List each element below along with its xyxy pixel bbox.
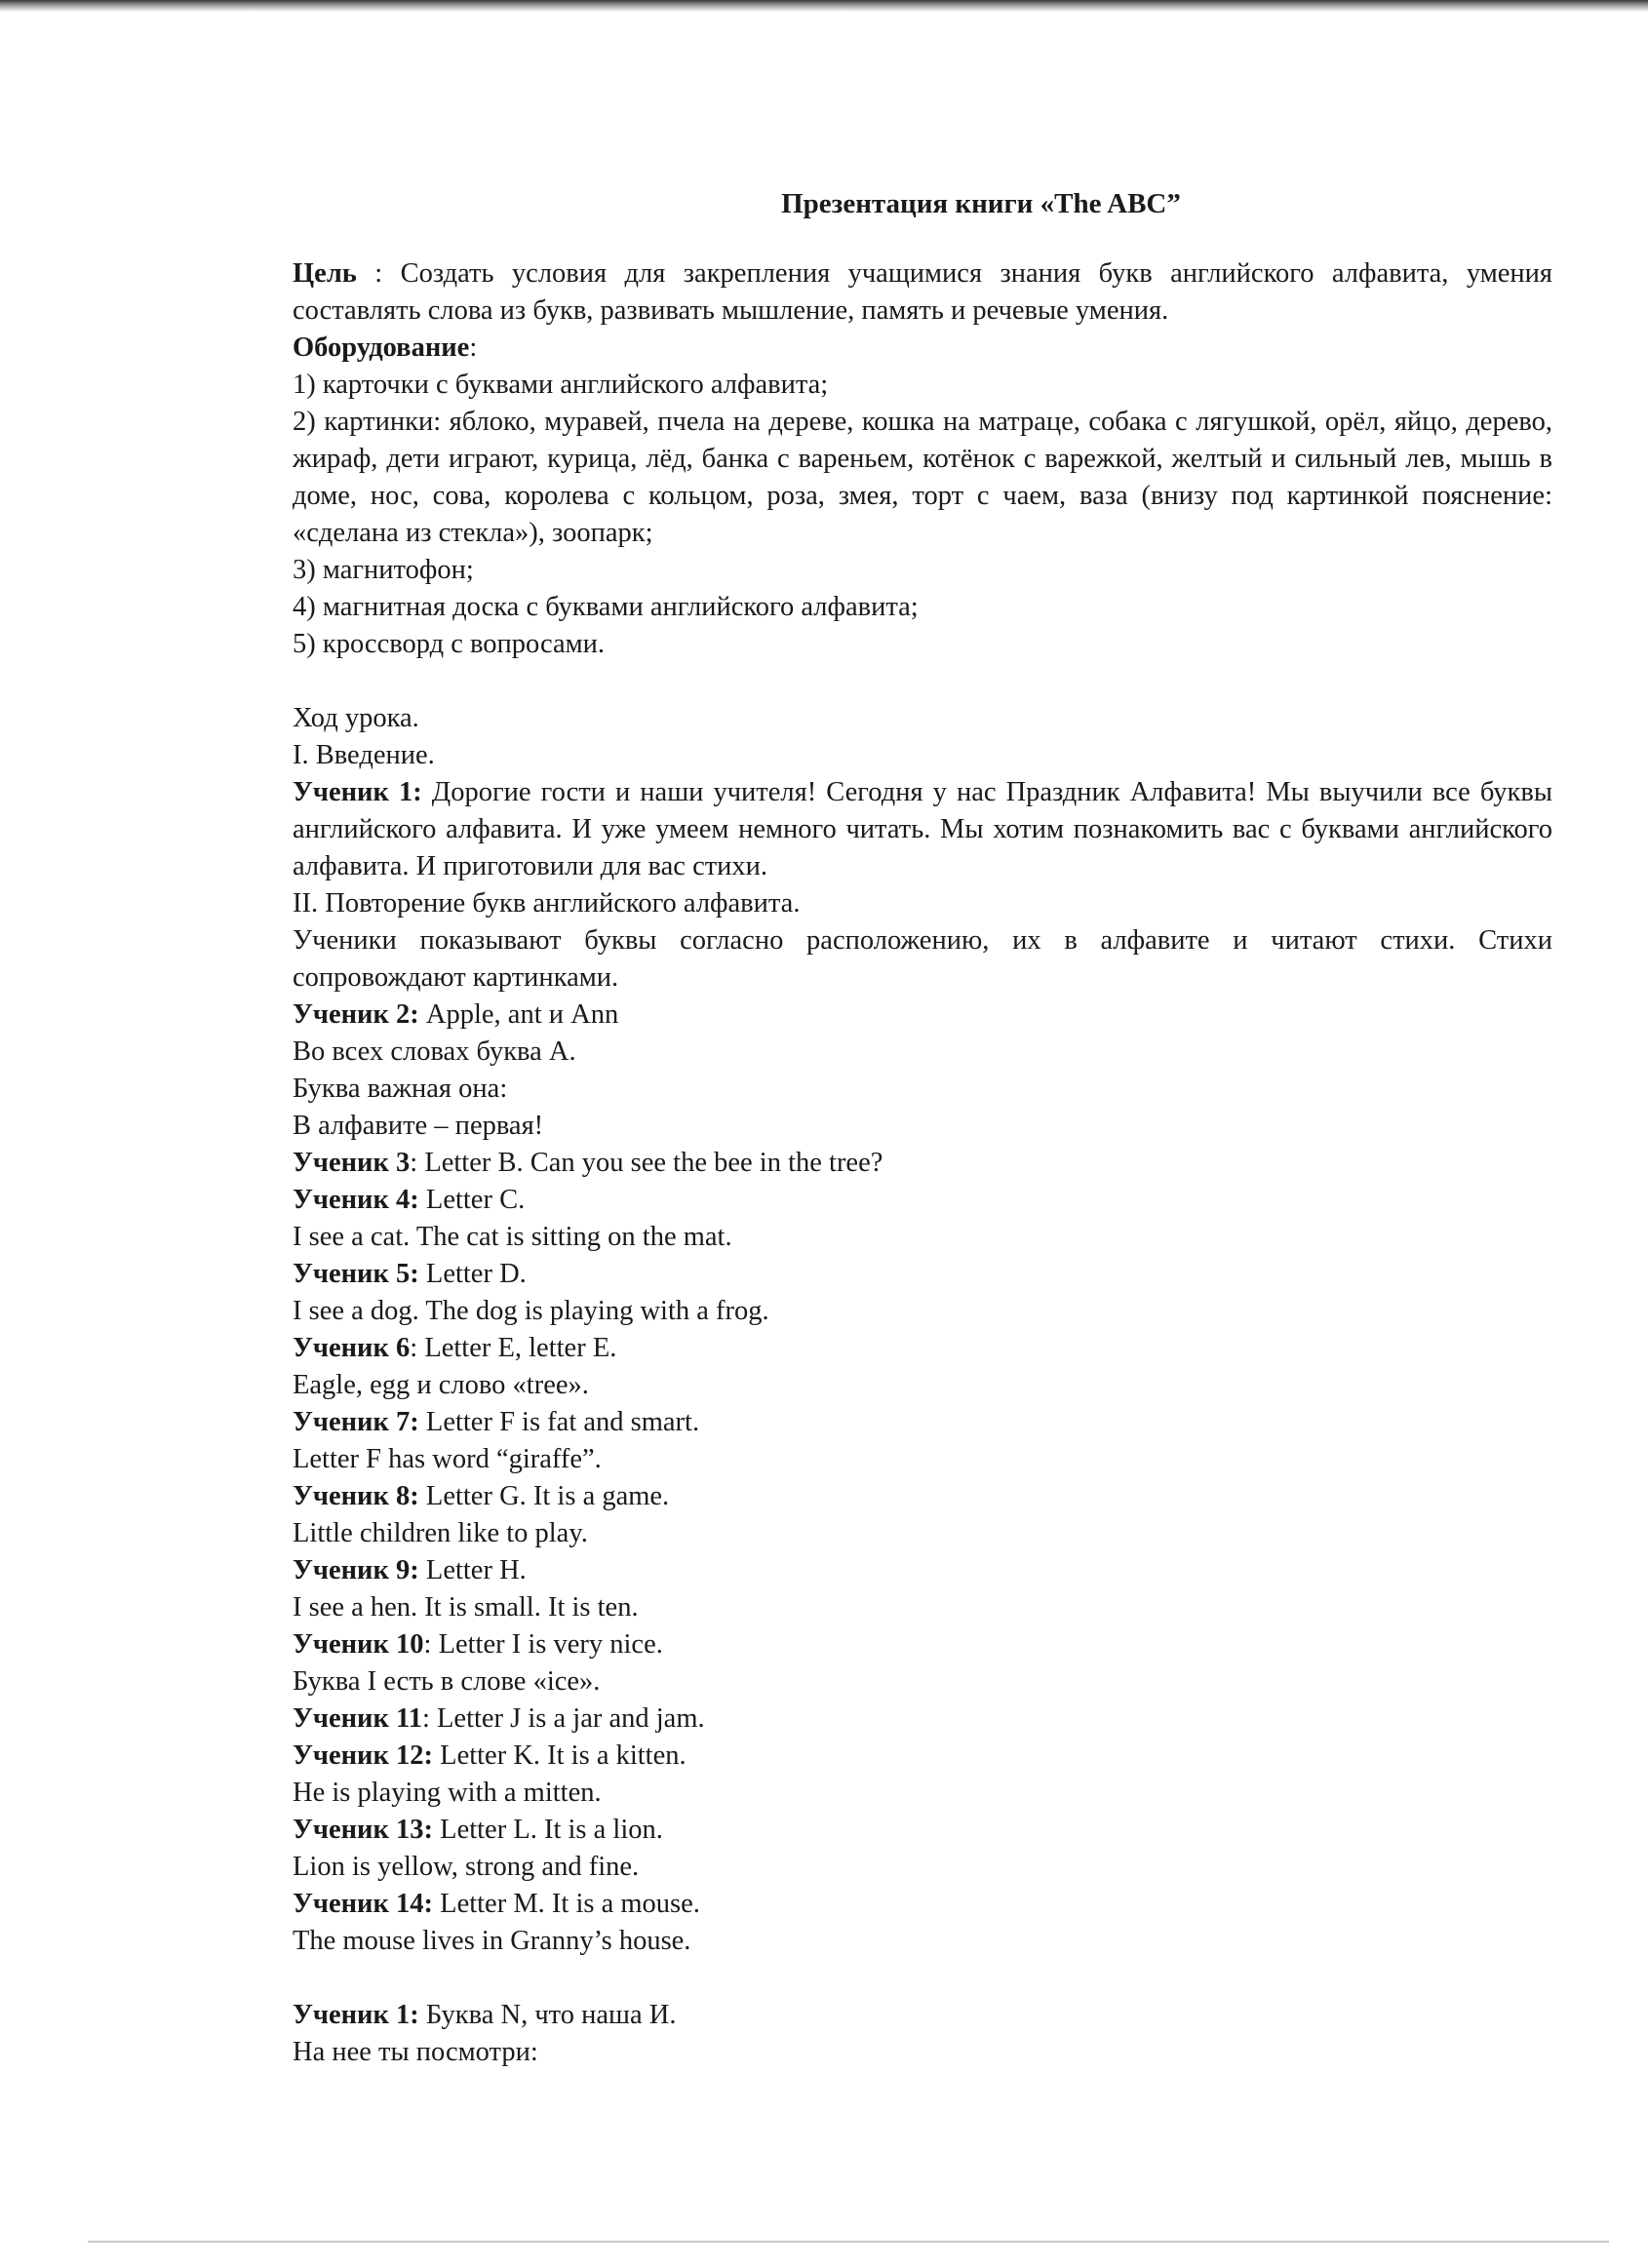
line-text: Буква N, что наша И.	[418, 2000, 677, 2030]
verse-line	[293, 1330, 1552, 1367]
speaker-label: Ученик 9:	[293, 1555, 419, 1585]
document-title: Презентация книги «The ABC”	[781, 188, 1181, 219]
verse-line	[293, 1441, 1552, 1478]
line-text: Буква важная она:	[293, 1074, 508, 1104]
speaker-label: Ученик 14:	[293, 1889, 434, 1919]
line-text: Letter F is fat and smart.	[418, 1407, 700, 1437]
lesson-heading: Ход урока.	[293, 703, 419, 733]
verse-line	[293, 1812, 1552, 1849]
verse-line	[293, 1997, 1552, 2034]
line-text: Letter F has word “giraffe”.	[293, 1444, 602, 1474]
speaker-label: Ученик 13:	[293, 1815, 434, 1845]
speaker-label: Ученик 12:	[293, 1740, 434, 1771]
verse-line	[293, 1478, 1552, 1515]
verse-line	[293, 1886, 1552, 1923]
equipment-item: 2) картинки: яблоко, муравей, пчела на дереве, кошка на матраце, собака с лягушкой, орёл, яйцо, дерево, жираф, дети играют, курица, лёд, банка с вареньем, котёнок с варежкой, желтый и сильный лев, мышь в доме, нос, сова, королева с кольцом, роза, змея, торт с чаем, ваза (внизу под картинкой пояснение: «сделана из стекла»), зоопарк;	[293, 407, 1552, 548]
verse-line	[293, 1404, 1552, 1441]
equipment-item: 4) магнитная доска с буквами английского алфавита;	[293, 592, 919, 622]
line-text: Letter L. It is a lion.	[433, 1815, 663, 1845]
line-text: Letter C.	[418, 1185, 526, 1215]
speaker-label: Ученик 10	[293, 1629, 424, 1660]
line-text: I see a dog. The dog is playing with a frog.	[293, 1296, 769, 1326]
speaker-label: Ученик 5:	[293, 1259, 419, 1289]
line-text: Letter G. It is a game.	[418, 1481, 670, 1511]
section-heading: II. Повторение букв английского алфавита.	[293, 888, 801, 919]
speaker-label: Ученик 2:	[293, 999, 419, 1030]
line-text: Буква I есть в слове «ice».	[293, 1666, 601, 1697]
line-text: Letter D.	[418, 1259, 527, 1289]
verse-line	[293, 1293, 1552, 1330]
final-lines	[293, 1997, 1552, 2071]
equipment-colon: :	[469, 332, 478, 363]
verse-line	[293, 1034, 1552, 1071]
speaker-label: Ученик 1:	[293, 777, 422, 807]
verse-line	[293, 997, 1552, 1034]
line-text: Apple, ant и Ann	[418, 999, 619, 1030]
line-text: Little children like to play.	[293, 1518, 588, 1548]
line-text: Eagle, egg и слово «tree».	[293, 1370, 589, 1400]
verse-line	[293, 1367, 1552, 1404]
verse-line	[293, 1626, 1552, 1663]
verse-line	[293, 1589, 1552, 1626]
verse-line	[293, 1738, 1552, 1775]
scan-edge-bottom	[88, 2241, 1609, 2243]
line-text: I see a hen. It is small. It is ten.	[293, 1592, 639, 1623]
line-text: : Letter J is a jar and jam.	[421, 1703, 705, 1734]
intro-paragraph	[293, 774, 1552, 885]
verse-line	[293, 1663, 1552, 1701]
line-text: He is playing with a mitten.	[293, 1778, 602, 1808]
verse-line	[293, 1515, 1552, 1552]
verse-line	[293, 1552, 1552, 1589]
speaker-label: Ученик 4:	[293, 1185, 419, 1215]
goal-text: : Создать условия для закрепления учащимися знания букв английского алфавита, умения составлять слова из букв, развивать мышление, память и речевые умения.	[293, 258, 1552, 326]
speaker-text: Дорогие гости и наши учителя! Сегодня у нас Праздник Алфавита! Мы выучили все буквы английского алфавита. И уже умеем немного читать. Мы хотим познакомить вас с буквами английского алфавита. И приготовили для вас стихи.	[293, 777, 1552, 881]
speaker-label: Ученик 7:	[293, 1407, 419, 1437]
verse-line	[293, 1145, 1552, 1182]
verse-lines	[293, 997, 1552, 1960]
speaker-label: Ученик 6	[293, 1333, 411, 1363]
verse-line	[293, 1923, 1552, 1960]
speaker-label: Ученик 3	[293, 1148, 411, 1178]
verse-line	[293, 1071, 1552, 1108]
equipment-item: 3) магнитофон;	[293, 555, 474, 585]
instruction-paragraph: Ученики показывают буквы согласно расположению, их в алфавите и читают стихи. Стихи сопровождают картинками.	[293, 925, 1552, 993]
goal-paragraph	[293, 255, 1552, 330]
verse-line	[293, 1701, 1552, 1738]
verse-line	[293, 1182, 1552, 1219]
line-text: На нее ты посмотри:	[293, 2037, 538, 2067]
line-text: I see a cat. The cat is sitting on the mat.	[293, 1222, 732, 1252]
spacer	[293, 663, 1552, 700]
line-text: : Letter B. Can you see the bee in the tree?	[410, 1148, 883, 1178]
verse-line	[293, 2034, 1552, 2071]
line-text: : Letter I is very nice.	[423, 1629, 663, 1660]
equipment-item: 5) кроссворд с вопросами.	[293, 629, 606, 659]
line-text: В алфавите – первая!	[293, 1111, 544, 1141]
document-page	[293, 185, 1552, 2071]
equipment-label: Оборудование	[293, 332, 470, 363]
verse-line	[293, 1849, 1552, 1886]
equipment-list	[293, 367, 1552, 663]
equipment-item: 1) карточки с буквами английского алфавита;	[293, 370, 829, 400]
section-heading: I. Введение.	[293, 740, 435, 770]
scan-edge-top	[0, 0, 1648, 12]
verse-line	[293, 1108, 1552, 1145]
goal-label: Цель	[293, 258, 357, 289]
line-text: Lion is yellow, strong and fine.	[293, 1852, 640, 1882]
line-text: Letter M. It is a mouse.	[433, 1889, 700, 1919]
speaker-label: Ученик 8:	[293, 1481, 419, 1511]
line-text: Letter H.	[418, 1555, 527, 1585]
speaker-label: Ученик 1:	[293, 2000, 419, 2030]
line-text: Во всех словах буква А.	[293, 1036, 576, 1067]
speaker-label: Ученик 11	[293, 1703, 422, 1734]
line-text: The mouse lives in Granny’s house.	[293, 1926, 691, 1956]
spacer	[293, 1960, 1552, 1997]
line-text: : Letter E, letter E.	[410, 1333, 617, 1363]
verse-line	[293, 1256, 1552, 1293]
line-text: Letter K. It is a kitten.	[433, 1740, 687, 1771]
equipment-heading	[293, 330, 1552, 367]
verse-line	[293, 1775, 1552, 1812]
verse-line	[293, 1219, 1552, 1256]
